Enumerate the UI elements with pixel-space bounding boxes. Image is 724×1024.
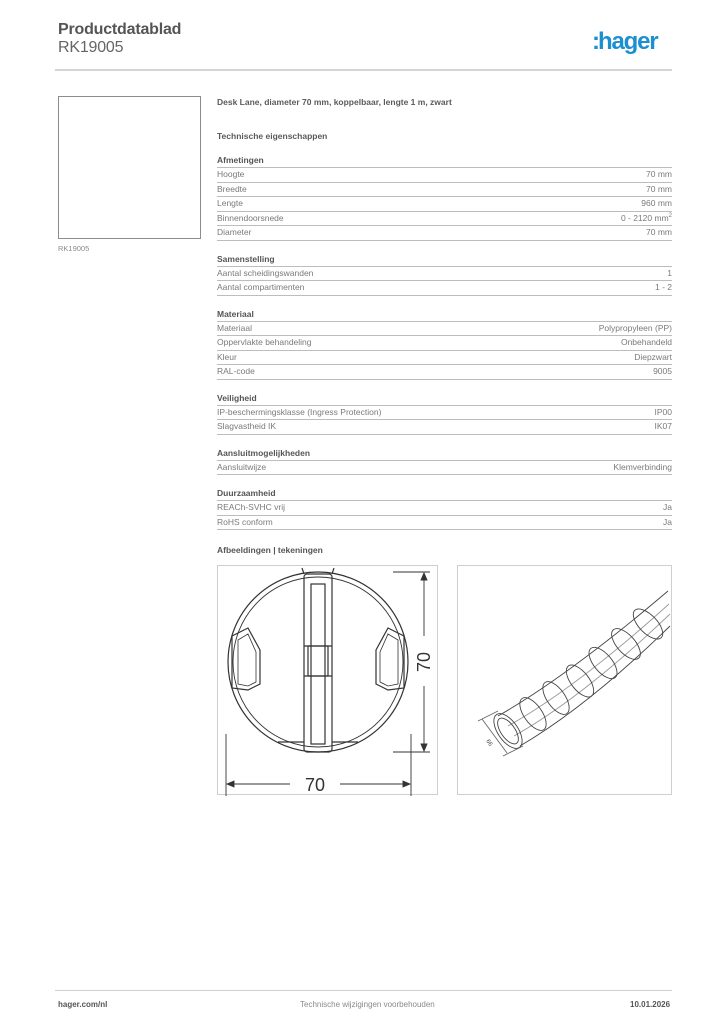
spec-label: Oppervlakte behandeling: [217, 337, 312, 347]
height-dimension-label: 70: [414, 651, 434, 673]
spec-label: Slagvastheid IK: [217, 421, 277, 431]
spec-label: Diameter: [217, 227, 252, 237]
spec-value: 0 - 2120 $mm^2$: [620, 212, 672, 223]
spec-value: Klemverbinding: [613, 461, 672, 472]
footer-divider: [55, 990, 672, 991]
section-title: Aansluitmogelijkheden: [217, 447, 672, 461]
spec-value: IK07: [654, 421, 672, 431]
technical-properties-heading: Technische eigenschappen: [217, 131, 328, 141]
spec-value: Diepzwart: [634, 351, 672, 362]
spec-label: RoHS conform: [217, 516, 273, 527]
spec-value: 70 mm: [646, 183, 672, 194]
section-title: Samenstelling: [217, 253, 672, 267]
spec-value: 70 mm: [646, 169, 672, 179]
spec-row: [217, 322, 672, 337]
section-title: Afmetingen: [217, 154, 672, 168]
spec-value: Onbehandeld: [620, 337, 672, 347]
spec-row: [217, 516, 672, 531]
spec-row: [217, 420, 672, 435]
spec-label: Breedte: [217, 183, 247, 194]
specifications-panel: [217, 96, 672, 542]
spec-row: [217, 212, 672, 227]
spec-row: [217, 281, 672, 296]
spec-section: [217, 487, 672, 530]
section-title: Veiligheid: [217, 392, 672, 406]
spec-row: [217, 501, 672, 516]
cross-section-drawing: [217, 565, 438, 795]
spec-value: Ja: [663, 502, 672, 512]
spec-row: [217, 267, 672, 282]
spec-label: RAL-code: [217, 366, 255, 376]
spec-label: Kleur: [217, 351, 237, 362]
section-title: Duurzaamheid: [217, 487, 672, 501]
spec-value: IP00: [654, 406, 672, 417]
spec-row: [217, 351, 672, 366]
spec-value: Ja: [663, 516, 672, 527]
spec-section: [217, 154, 672, 241]
spec-value: 1: [667, 267, 672, 278]
diameter-dimension-label: 66: [484, 738, 494, 748]
spec-label: Hoogte: [217, 169, 245, 179]
spec-label: Binnendoorsnede: [217, 212, 284, 223]
product-description: Desk Lane, diameter 70 mm, koppelbaar, lengte 1 m, zwart: [217, 97, 452, 107]
spec-section: [217, 447, 672, 476]
spec-row: [217, 168, 672, 183]
isometric-drawing: [457, 565, 672, 795]
spec-row: [217, 226, 672, 241]
spec-label: Materiaal: [217, 322, 252, 333]
cross-section-svg: [218, 566, 439, 796]
section-title: Materiaal: [217, 308, 672, 322]
product-image-placeholder: [58, 96, 201, 239]
isometric-svg: [458, 566, 673, 796]
spec-value: Polypropyleen (PP): [598, 322, 672, 333]
spec-row: [217, 406, 672, 421]
spec-label: IP-beschermingsklasse (Ingress Protection): [217, 406, 382, 417]
spec-value: 9005: [653, 366, 672, 376]
spec-label: Lengte: [217, 198, 243, 208]
images-heading: Afbeeldingen | tekeningen: [217, 545, 323, 555]
spec-section: [217, 253, 672, 296]
footer-disclaimer: Technische wijzigingen voorbehouden: [300, 1000, 435, 1009]
spec-row: [217, 183, 672, 198]
spec-label: Aansluitwijze: [217, 461, 267, 472]
spec-value: 70 mm: [646, 227, 672, 237]
spec-row: [217, 461, 672, 476]
spec-section: [217, 392, 672, 435]
spec-value: 960 mm: [641, 198, 672, 208]
footer-website[interactable]: hager.com/nl: [58, 1000, 108, 1009]
spec-label: Aantal compartimenten: [217, 282, 305, 292]
spec-row: [217, 197, 672, 212]
spec-sections: [217, 154, 672, 530]
document-title: Productdatablad: [58, 21, 182, 38]
hager-logo: :hager: [592, 28, 658, 55]
spec-section: [217, 308, 672, 380]
spec-label: REACh-SVHC vrij: [217, 502, 286, 512]
spec-label: Aantal scheidingswanden: [217, 267, 314, 278]
product-image-caption: RK19005: [58, 244, 90, 253]
product-code: RK19005: [58, 39, 124, 56]
spec-value: 1 - 2: [654, 282, 672, 292]
header-divider: [55, 69, 672, 71]
width-dimension-label: 70: [304, 775, 326, 795]
footer-date: 10.01.2026: [630, 1000, 671, 1009]
spec-row: [217, 336, 672, 351]
spec-row: [217, 365, 672, 380]
